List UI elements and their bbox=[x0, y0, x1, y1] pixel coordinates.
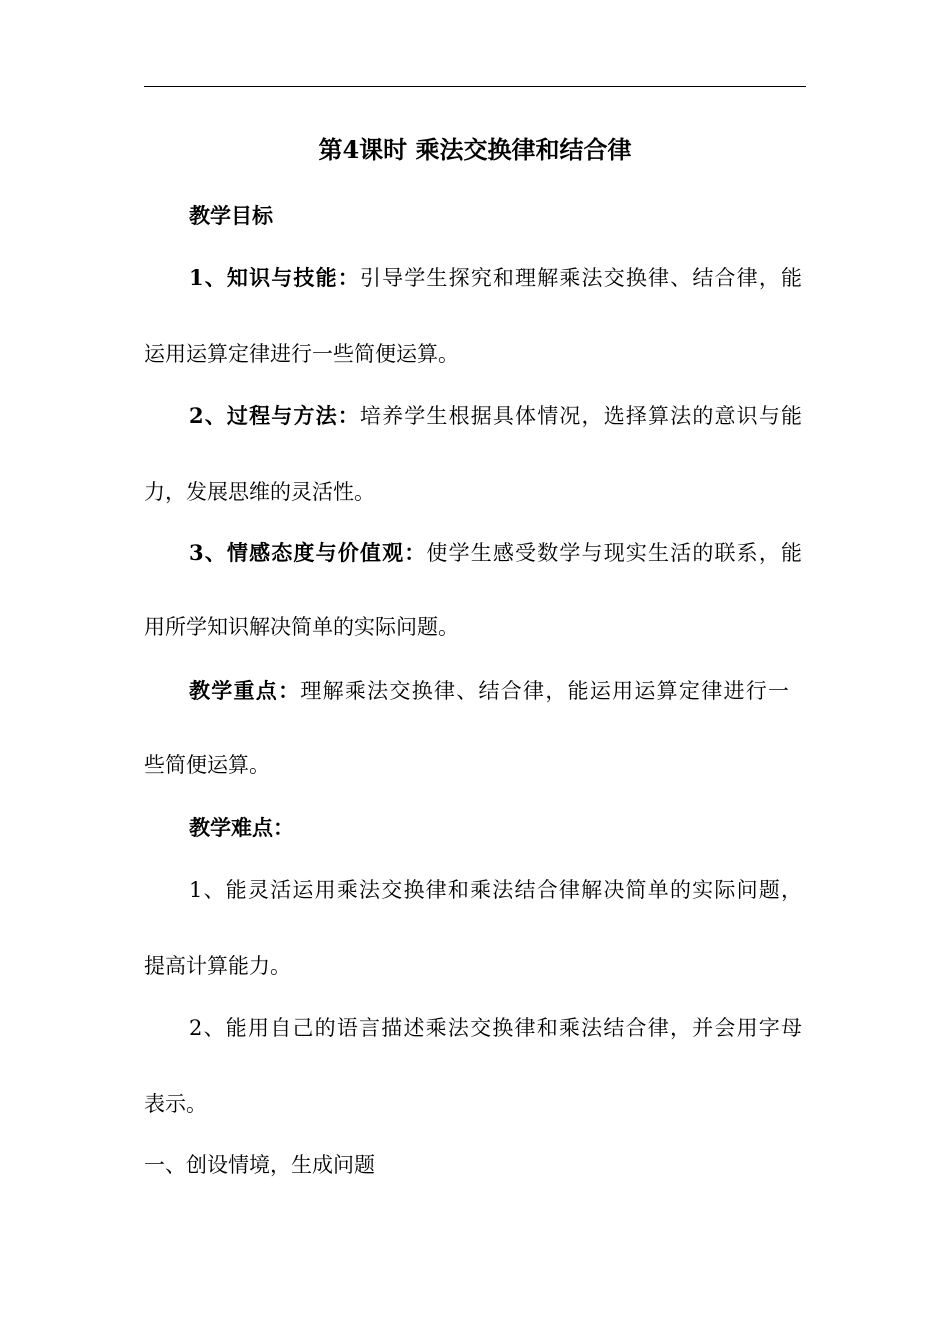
objectives-heading-text: 教学目标 bbox=[189, 203, 273, 228]
objective3-text: 使学生感受数学与现实生活的联系，能 bbox=[426, 541, 802, 565]
objective2-text: 培养学生根据具体情况，选择算法的意识与能 bbox=[359, 404, 802, 428]
difficulties-heading bbox=[189, 813, 294, 843]
objective3-line1 bbox=[189, 538, 802, 568]
objectives-heading bbox=[189, 201, 273, 231]
difficulty1-line1: 1、能灵活运用乘法交换律和乘法结合律解决简单的实际问题， bbox=[189, 878, 802, 902]
objective1-line2: 运用运算定律进行一些简便运算。 bbox=[144, 342, 459, 366]
difficulty2-line2: 表示。 bbox=[144, 1092, 207, 1116]
objective2-line1 bbox=[189, 401, 802, 431]
section1-heading: 一、创设情境，生成问题 bbox=[144, 1153, 375, 1177]
objective3-line2: 用所学知识解决简单的实际问题。 bbox=[144, 615, 459, 639]
objective1-line1 bbox=[189, 263, 802, 293]
key-points-text: 理解乘法交换律、结合律，能运用运算定律进行一 bbox=[300, 679, 790, 703]
difficulty2-line1: 2、能用自己的语言描述乘法交换律和乘法结合律，并会用字母 bbox=[189, 1016, 802, 1040]
objective3-label: 3、情感态度与价值观： bbox=[189, 540, 427, 565]
objective2-label: 2、过程与方法： bbox=[189, 403, 360, 428]
objective1-text: 引导学生探究和理解乘法交换律、结合律，能 bbox=[359, 266, 802, 290]
key-points-label: 教学重点： bbox=[189, 678, 301, 703]
difficulties-heading-text: 教学难点： bbox=[189, 815, 294, 840]
difficulty1-line2: 提高计算能力。 bbox=[144, 954, 291, 978]
objective2-line2: 力，发展思维的灵活性。 bbox=[144, 480, 375, 504]
page-title: 第4课时 乘法交换律和结合律 bbox=[318, 135, 632, 164]
key-points-line2: 些简便运算。 bbox=[144, 753, 270, 777]
key-points-line1 bbox=[189, 676, 789, 706]
objective1-label: 1、知识与技能： bbox=[189, 265, 360, 290]
header-rule bbox=[144, 86, 806, 87]
